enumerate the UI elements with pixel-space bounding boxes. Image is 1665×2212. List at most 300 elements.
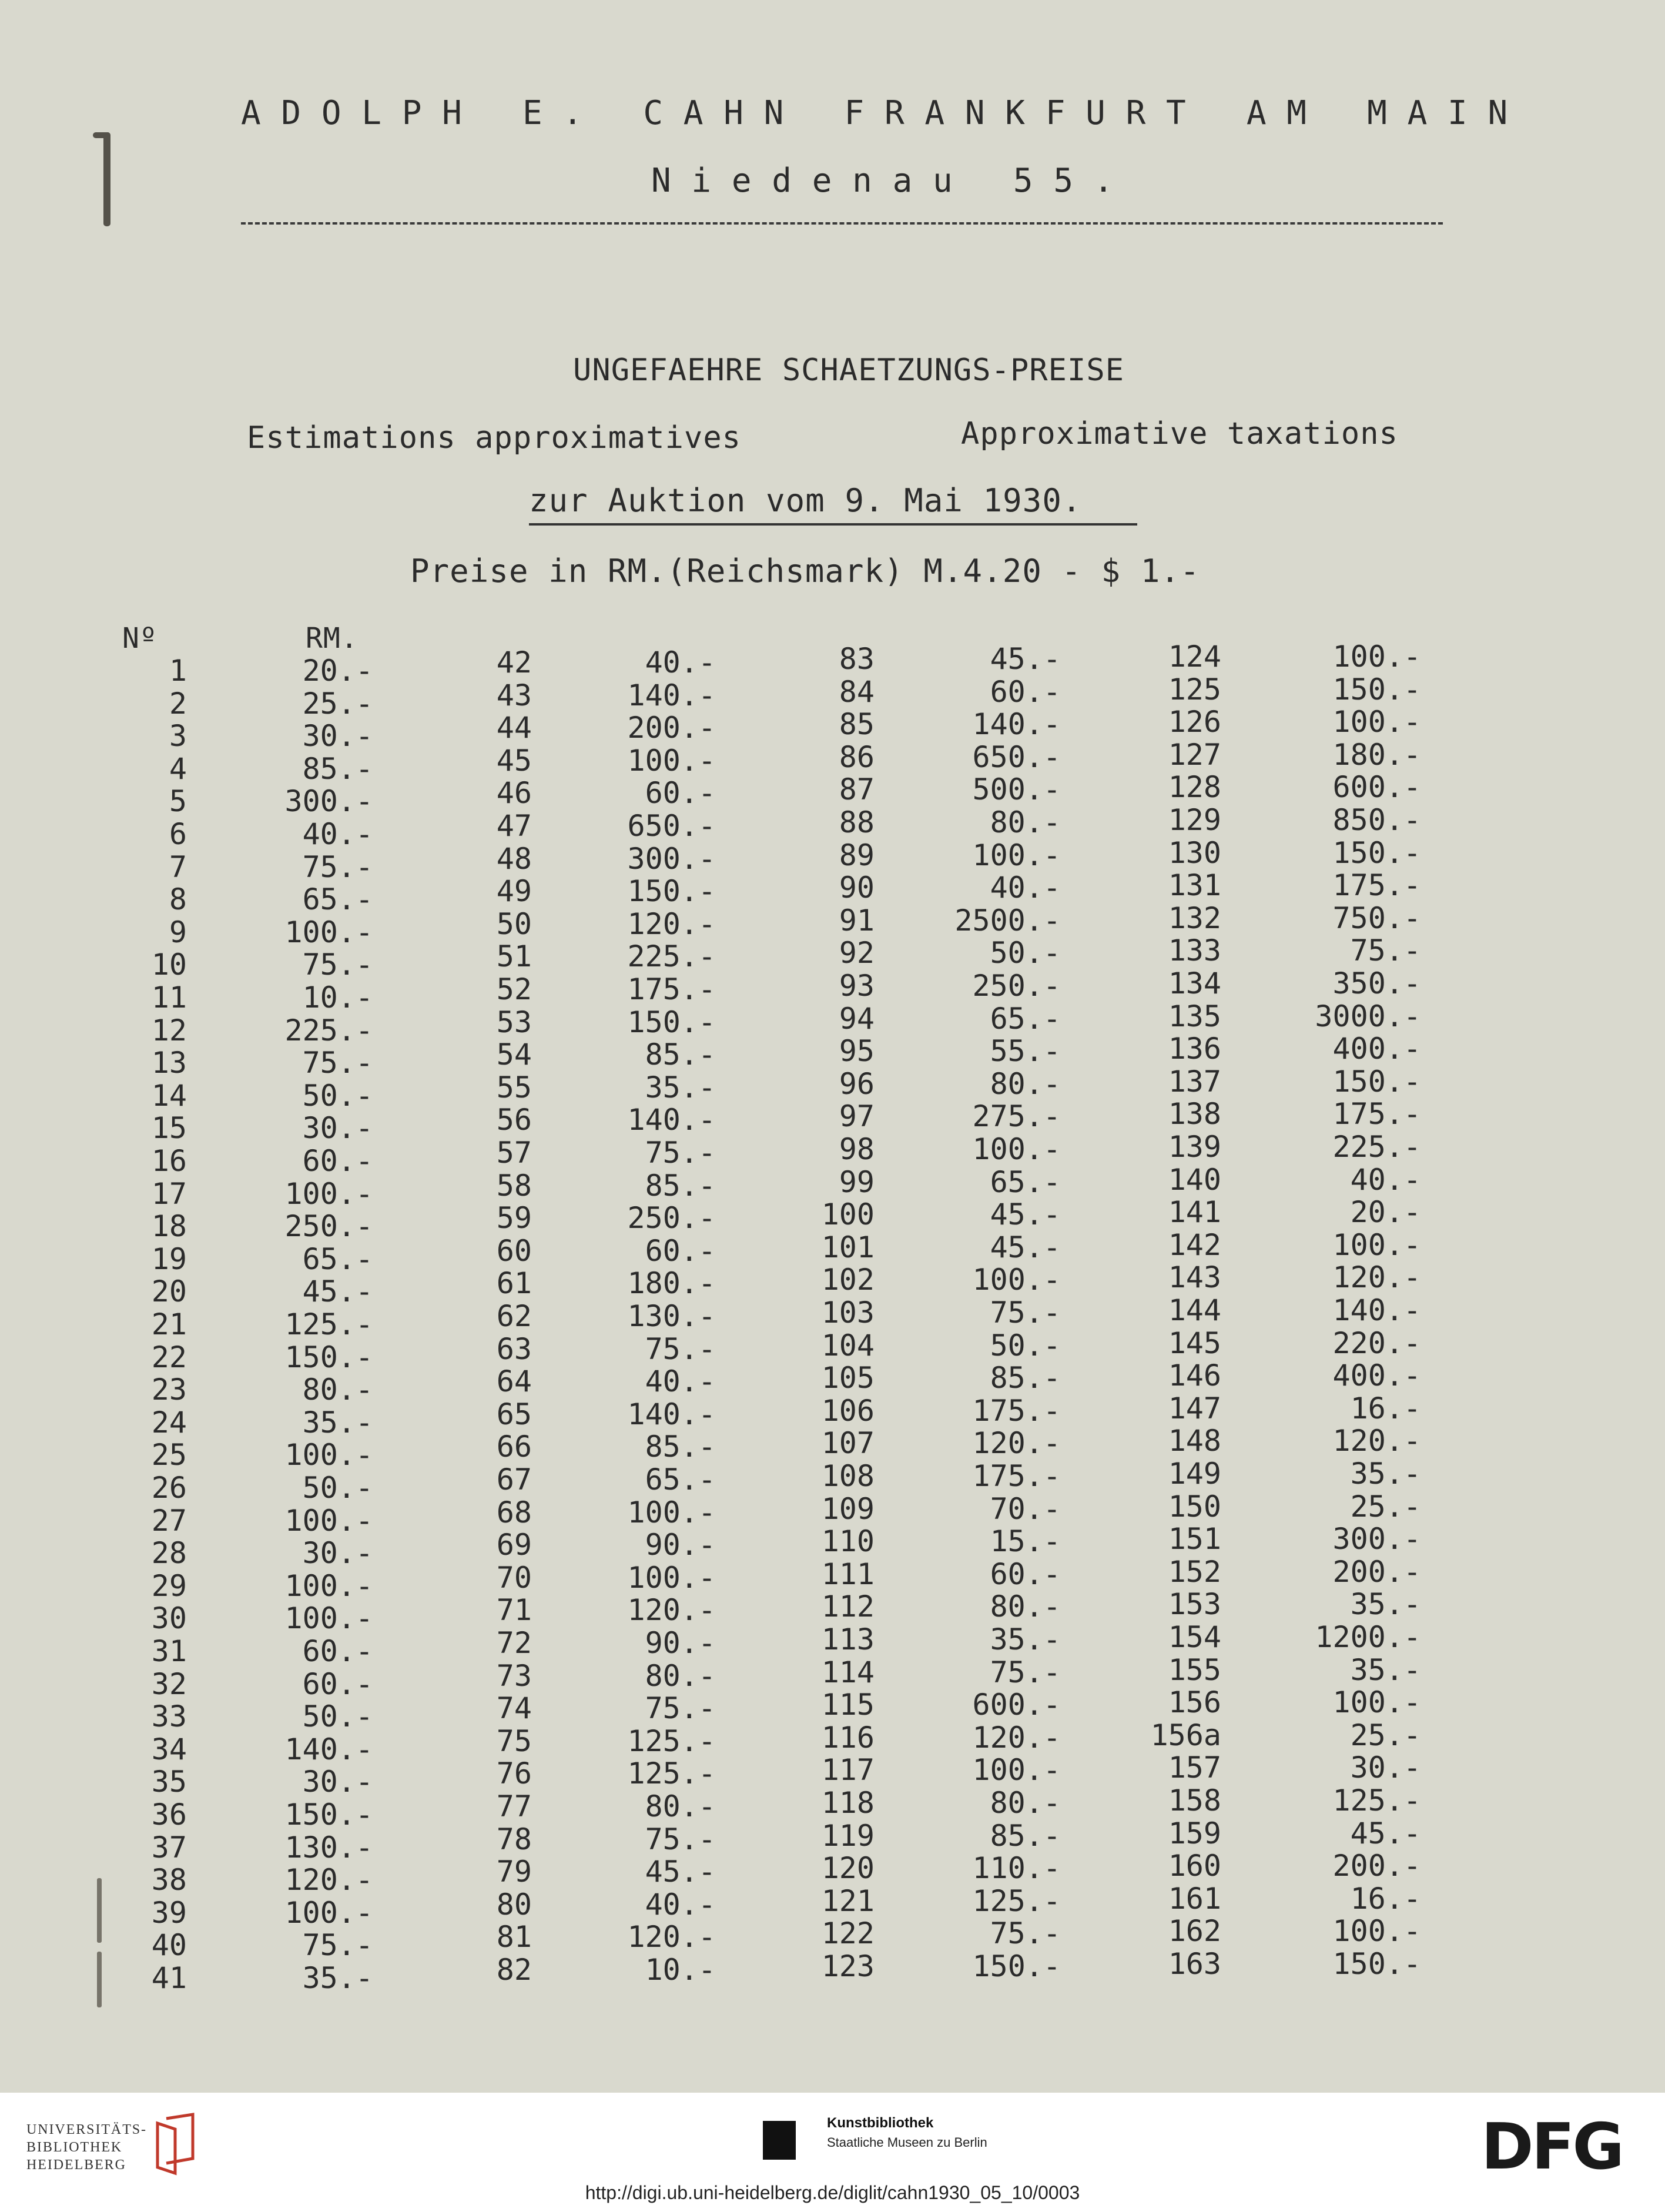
lot-number: 47 [496,809,532,843]
lot-number: 65 [496,1397,532,1431]
lot-number: 2 [169,687,187,721]
lot-price: 220.- [1332,1326,1421,1360]
lot-number: 50 [496,907,532,941]
lot-price: 100.- [972,1753,1061,1787]
lot-price: 180.- [1332,738,1421,772]
lot-price: 75.- [645,1332,716,1366]
lot-price: 40.- [990,871,1061,905]
lot-number: 161 [1168,1882,1221,1916]
lot-number: 44 [496,711,532,745]
lot-price: 30.- [302,1536,373,1570]
lot-number: 54 [496,1038,532,1072]
lot-price: 35.- [1350,1457,1421,1491]
lot-number: 40 [151,1928,187,1962]
lot-number: 100 [821,1197,875,1232]
lot-price: 50.- [302,1079,373,1113]
lot-price: 500.- [972,772,1061,807]
lot-number: 5 [169,784,187,818]
lot-number: 118 [821,1786,875,1820]
lot-price: 850.- [1332,803,1421,837]
lot-price: 125.- [1332,1783,1421,1818]
lot-number: 60 [496,1234,532,1268]
lot-number: 17 [151,1177,187,1211]
lot-number: 46 [496,776,532,810]
lot-price: 85.- [990,1361,1061,1395]
lot-price: 40.- [645,1888,716,1922]
lot-price: 275.- [972,1099,1061,1133]
lot-number: 34 [151,1732,187,1766]
lot-price: 60.- [645,1234,716,1268]
lot-number: 95 [839,1034,875,1068]
lot-price: 85.- [645,1169,716,1203]
lot-number: 150 [1168,1490,1221,1524]
lot-price: 75.- [645,1136,716,1170]
lot-price: 80.- [302,1373,373,1407]
lot-price: 75.- [990,1296,1061,1330]
lot-number: 93 [839,969,875,1003]
lot-number: 20 [151,1274,187,1309]
lot-number: 101 [821,1230,875,1264]
lot-number: 108 [821,1459,875,1493]
ub-heidelberg-logo-icon [152,2111,199,2176]
lot-price: 120.- [627,907,716,941]
lot-price: 65.- [302,882,373,916]
lot-number: 12 [151,1013,187,1048]
lot-number: 129 [1168,803,1221,837]
lot-price: 100.- [284,1601,373,1635]
lot-number: 128 [1168,770,1221,804]
lot-price: 100.- [284,1569,373,1603]
lot-price: 40.- [645,645,716,680]
source-url[interactable]: http://digi.ub.uni-heidelberg.de/diglit/cahn1930_05_10/0003 [585,2182,1080,2203]
lot-price: 65.- [990,1002,1061,1036]
lot-price: 75.- [645,1822,716,1856]
lot-number: 125 [1168,672,1221,707]
dfg-logo: DFG [1481,2110,1623,2184]
lot-price: 35.- [1350,1653,1421,1687]
lot-number: 87 [839,772,875,807]
lot-price: 100.- [1332,1228,1421,1262]
lot-number: 51 [496,939,532,973]
lot-number: 112 [821,1589,875,1624]
lot-number: 31 [151,1634,187,1668]
lot-number: 89 [839,838,875,872]
lot-price: 30.- [302,1111,373,1145]
lot-price: 50.- [302,1471,373,1505]
lot-number: 119 [821,1819,875,1853]
lot-number: 160 [1168,1849,1221,1883]
lot-number: 10 [151,948,187,982]
ub-line: BIBLIOTHEK [26,2140,123,2155]
lot-number: 14 [151,1079,187,1113]
lot-number: 23 [151,1373,187,1407]
lot-price: 750.- [1332,901,1421,935]
lot-number: 72 [496,1626,532,1660]
lot-number: 36 [151,1798,187,1832]
lot-number: 97 [839,1099,875,1133]
lot-number: 110 [821,1524,875,1558]
lot-price: 300.- [284,784,373,818]
lot-price: 140.- [627,678,716,712]
lot-number: 42 [496,645,532,680]
lot-number: 98 [839,1132,875,1166]
lot-price: 50.- [302,1699,373,1734]
lot-number: 117 [821,1753,875,1787]
lot-price: 16.- [1350,1882,1421,1916]
column-header-number: Nº [122,622,158,655]
lot-price: 175.- [1332,1097,1421,1131]
lot-number: 158 [1168,1783,1221,1818]
lot-price: 110.- [972,1851,1061,1885]
lot-number: 109 [821,1492,875,1526]
auction-date: zur Auktion vom 9. Mai 1930. [529,482,1082,519]
lot-number: 155 [1168,1653,1221,1687]
lot-number: 74 [496,1691,532,1725]
lot-price: 200.- [1332,1555,1421,1589]
lot-price: 130.- [284,1830,373,1865]
lot-price: 25.- [302,687,373,721]
lot-number: 45 [496,744,532,778]
lot-number: 28 [151,1536,187,1570]
lot-number: 115 [821,1688,875,1722]
lot-price: 75.- [1350,933,1421,968]
lot-number: 35 [151,1765,187,1799]
lot-price: 100.- [972,838,1061,872]
lot-price: 20.- [1350,1195,1421,1229]
lot-price: 90.- [645,1626,716,1660]
lot-price: 3000.- [1315,999,1421,1033]
lot-number: 11 [151,980,187,1015]
lot-number: 37 [151,1830,187,1865]
lot-price: 100.- [284,1896,373,1930]
lot-price: 25.- [1350,1718,1421,1752]
lot-price: 100.- [1332,640,1421,674]
lot-price: 20.- [302,654,373,688]
lot-price: 120.- [1332,1424,1421,1458]
lot-number: 126 [1168,705,1221,739]
lot-number: 39 [151,1896,187,1930]
lot-number: 83 [839,642,875,676]
lot-price: 175.- [1332,868,1421,902]
lot-number: 77 [496,1789,532,1823]
page-title: UNGEFAEHRE SCHAETZUNGS-PREISE [573,353,1125,388]
staple [103,132,110,226]
lot-number: 143 [1168,1260,1221,1294]
lot-price: 100.- [627,1561,716,1595]
lot-number: 32 [151,1667,187,1701]
lot-number: 26 [151,1471,187,1505]
lot-price: 100.- [1332,705,1421,739]
lot-price: 65.- [645,1463,716,1497]
margin-mark [97,1878,102,1943]
lot-number: 133 [1168,933,1221,968]
lot-price: 250.- [972,969,1061,1003]
lot-price: 60.- [990,1557,1061,1591]
lot-number: 3 [169,719,187,753]
lot-number: 113 [821,1622,875,1657]
lot-price: 85.- [990,1819,1061,1853]
lot-price: 150.- [972,1949,1061,1983]
auction-underline [529,523,1137,526]
lot-number: 91 [839,903,875,938]
lot-number: 122 [821,1916,875,1950]
lot-price: 16.- [1350,1391,1421,1425]
lot-price: 60.- [302,1144,373,1178]
lot-price: 45.- [1350,1816,1421,1850]
lot-price: 90.- [645,1528,716,1562]
lot-price: 35.- [302,1405,373,1440]
lot-price: 35.- [990,1622,1061,1657]
lot-price: 150.- [1332,1947,1421,1981]
lot-number: 107 [821,1426,875,1460]
lot-price: 120.- [1332,1260,1421,1294]
lot-number: 90 [839,871,875,905]
letterhead-name: ADOLPH E. CAHN FRANKFURT AM MAIN [241,94,1528,132]
lot-price: 80.- [990,1786,1061,1820]
lot-price: 75.- [302,1928,373,1962]
lot-number: 66 [496,1430,532,1464]
lot-price: 100.- [284,1438,373,1472]
lot-price: 150.- [1332,1065,1421,1099]
lot-number: 156a [1150,1718,1221,1752]
lot-number: 147 [1168,1391,1221,1425]
lot-number: 80 [496,1888,532,1922]
lot-price: 150.- [1332,672,1421,707]
lot-number: 106 [821,1394,875,1428]
lot-price: 100.- [284,915,373,949]
lot-number: 33 [151,1699,187,1734]
lot-price: 100.- [1332,1914,1421,1948]
lot-price: 75.- [990,1655,1061,1689]
lot-number: 99 [839,1165,875,1199]
lot-price: 75.- [302,1046,373,1080]
lot-price: 45.- [990,1197,1061,1232]
lot-price: 85.- [645,1038,716,1072]
lot-number: 139 [1168,1130,1221,1164]
lot-number: 61 [496,1266,532,1300]
lot-number: 64 [496,1364,532,1398]
lot-price: 400.- [1332,1032,1421,1066]
lot-number: 146 [1168,1358,1221,1393]
lot-number: 29 [151,1569,187,1603]
lot-price: 40.- [302,817,373,851]
lot-number: 137 [1168,1065,1221,1099]
lot-number: 96 [839,1067,875,1101]
lot-number: 55 [496,1070,532,1105]
lot-number: 58 [496,1169,532,1203]
lot-number: 73 [496,1659,532,1693]
letterhead-address: Niedenau 55. [651,162,1134,200]
lot-price: 350.- [1332,966,1421,1000]
lot-number: 79 [496,1855,532,1889]
lot-price: 140.- [627,1397,716,1431]
lot-number: 157 [1168,1751,1221,1785]
lot-number: 22 [151,1340,187,1374]
lot-price: 75.- [645,1691,716,1725]
lot-price: 50.- [990,1328,1061,1363]
lot-price: 35.- [1350,1587,1421,1621]
lot-number: 49 [496,874,532,908]
lot-price: 120.- [972,1426,1061,1460]
lot-price: 120.- [627,1920,716,1954]
lot-number: 4 [169,752,187,786]
lot-price: 45.- [990,642,1061,676]
lot-number: 163 [1168,1947,1221,1981]
lot-price: 125.- [627,1756,716,1791]
lot-price: 100.- [1332,1685,1421,1719]
lot-price: 180.- [627,1266,716,1300]
lot-price: 80.- [645,1789,716,1823]
lot-number: 94 [839,1002,875,1036]
lot-number: 56 [496,1103,532,1137]
lot-price: 60.- [645,776,716,810]
lot-number: 88 [839,805,875,839]
lot-number: 134 [1168,966,1221,1000]
lot-price: 50.- [990,936,1061,970]
lot-price: 30.- [302,1765,373,1799]
lot-number: 136 [1168,1032,1221,1066]
lot-price: 75.- [990,1916,1061,1950]
lot-price: 30.- [1350,1751,1421,1785]
lot-price: 60.- [990,675,1061,709]
lot-number: 18 [151,1209,187,1243]
lot-price: 600.- [972,1688,1061,1722]
lot-price: 45.- [990,1230,1061,1264]
lot-number: 62 [496,1299,532,1333]
lot-price: 75.- [302,850,373,884]
lot-price: 45.- [302,1274,373,1309]
lot-number: 105 [821,1361,875,1395]
lot-number: 145 [1168,1326,1221,1360]
lot-price: 10.- [302,980,373,1015]
lot-price: 100.- [284,1177,373,1211]
lot-price: 30.- [302,719,373,753]
lot-number: 116 [821,1721,875,1755]
lot-price: 70.- [990,1492,1061,1526]
lot-number: 7 [169,850,187,884]
lot-price: 140.- [972,707,1061,741]
lot-price: 15.- [990,1524,1061,1558]
lot-price: 100.- [627,744,716,778]
exchange-rate: Preise in RM.(Reichsmark) M.4.20 - $ 1.- [410,553,1200,590]
lot-number: 70 [496,1561,532,1595]
lot-price: 35.- [302,1961,373,1995]
lot-price: 120.- [284,1863,373,1897]
lot-price: 650.- [972,740,1061,774]
lot-number: 127 [1168,738,1221,772]
lot-number: 41 [151,1961,187,1995]
lot-number: 68 [496,1495,532,1530]
lot-price: 80.- [990,1067,1061,1101]
lot-number: 104 [821,1328,875,1363]
lot-price: 60.- [302,1634,373,1668]
lot-number: 63 [496,1332,532,1366]
lot-price: 150.- [627,874,716,908]
lot-price: 250.- [284,1209,373,1243]
lot-number: 103 [821,1296,875,1330]
lot-price: 2500.- [954,903,1061,938]
lot-number: 67 [496,1463,532,1497]
margin-mark [97,1952,102,2007]
lot-number: 138 [1168,1097,1221,1131]
lot-number: 24 [151,1405,187,1440]
lot-number: 148 [1168,1424,1221,1458]
lot-number: 149 [1168,1457,1221,1491]
lot-number: 140 [1168,1163,1221,1197]
lot-number: 52 [496,972,532,1006]
lot-price: 65.- [990,1165,1061,1199]
lot-price: 250.- [627,1201,716,1235]
kunstbibliothek-name: Kunstbibliothek [827,2115,934,2131]
kunstbibliothek-subtitle: Staatliche Museen zu Berlin [827,2135,987,2150]
lot-price: 175.- [972,1394,1061,1428]
lot-number: 121 [821,1884,875,1918]
lot-price: 200.- [1332,1849,1421,1883]
lot-price: 100.- [972,1132,1061,1166]
lot-price: 85.- [302,752,373,786]
lot-number: 131 [1168,868,1221,902]
lot-number: 130 [1168,836,1221,870]
lot-number: 59 [496,1201,532,1235]
lot-number: 81 [496,1920,532,1954]
lot-number: 152 [1168,1555,1221,1589]
lot-number: 111 [821,1557,875,1591]
lot-number: 27 [151,1504,187,1538]
lot-price: 1200.- [1315,1620,1421,1654]
lot-price: 40.- [645,1364,716,1398]
lot-number: 30 [151,1601,187,1635]
lot-number: 132 [1168,901,1221,935]
lot-number: 13 [151,1046,187,1080]
lot-number: 9 [169,915,187,949]
lot-price: 40.- [1350,1163,1421,1197]
lot-price: 25.- [1350,1490,1421,1524]
lot-number: 8 [169,882,187,916]
kunstbibliothek-logo-icon [763,2121,796,2160]
lot-price: 35.- [645,1070,716,1105]
lot-price: 300.- [1332,1522,1421,1556]
lot-price: 125.- [972,1884,1061,1918]
lot-price: 45.- [645,1855,716,1889]
lot-number: 141 [1168,1195,1221,1229]
lot-price: 200.- [627,711,716,745]
lot-price: 120.- [972,1721,1061,1755]
lot-number: 25 [151,1438,187,1472]
lot-price: 400.- [1332,1358,1421,1393]
lot-price: 65.- [302,1242,373,1276]
lot-price: 140.- [1332,1293,1421,1327]
lot-price: 150.- [284,1798,373,1832]
lot-number: 159 [1168,1816,1221,1850]
lot-number: 135 [1168,999,1221,1033]
lot-number: 102 [821,1263,875,1297]
ub-heidelberg-label [26,2121,147,2174]
lot-price: 150.- [284,1340,373,1374]
lot-number: 123 [821,1949,875,1983]
lot-number: 21 [151,1307,187,1341]
lot-price: 120.- [627,1593,716,1627]
lot-number: 19 [151,1242,187,1276]
lot-price: 75.- [302,948,373,982]
lot-price: 225.- [284,1013,373,1048]
lot-number: 78 [496,1822,532,1856]
lot-price: 175.- [972,1459,1061,1493]
lot-number: 153 [1168,1587,1221,1621]
lot-number: 142 [1168,1228,1221,1262]
lot-number: 84 [839,675,875,709]
lot-number: 124 [1168,640,1221,674]
lot-number: 154 [1168,1620,1221,1654]
